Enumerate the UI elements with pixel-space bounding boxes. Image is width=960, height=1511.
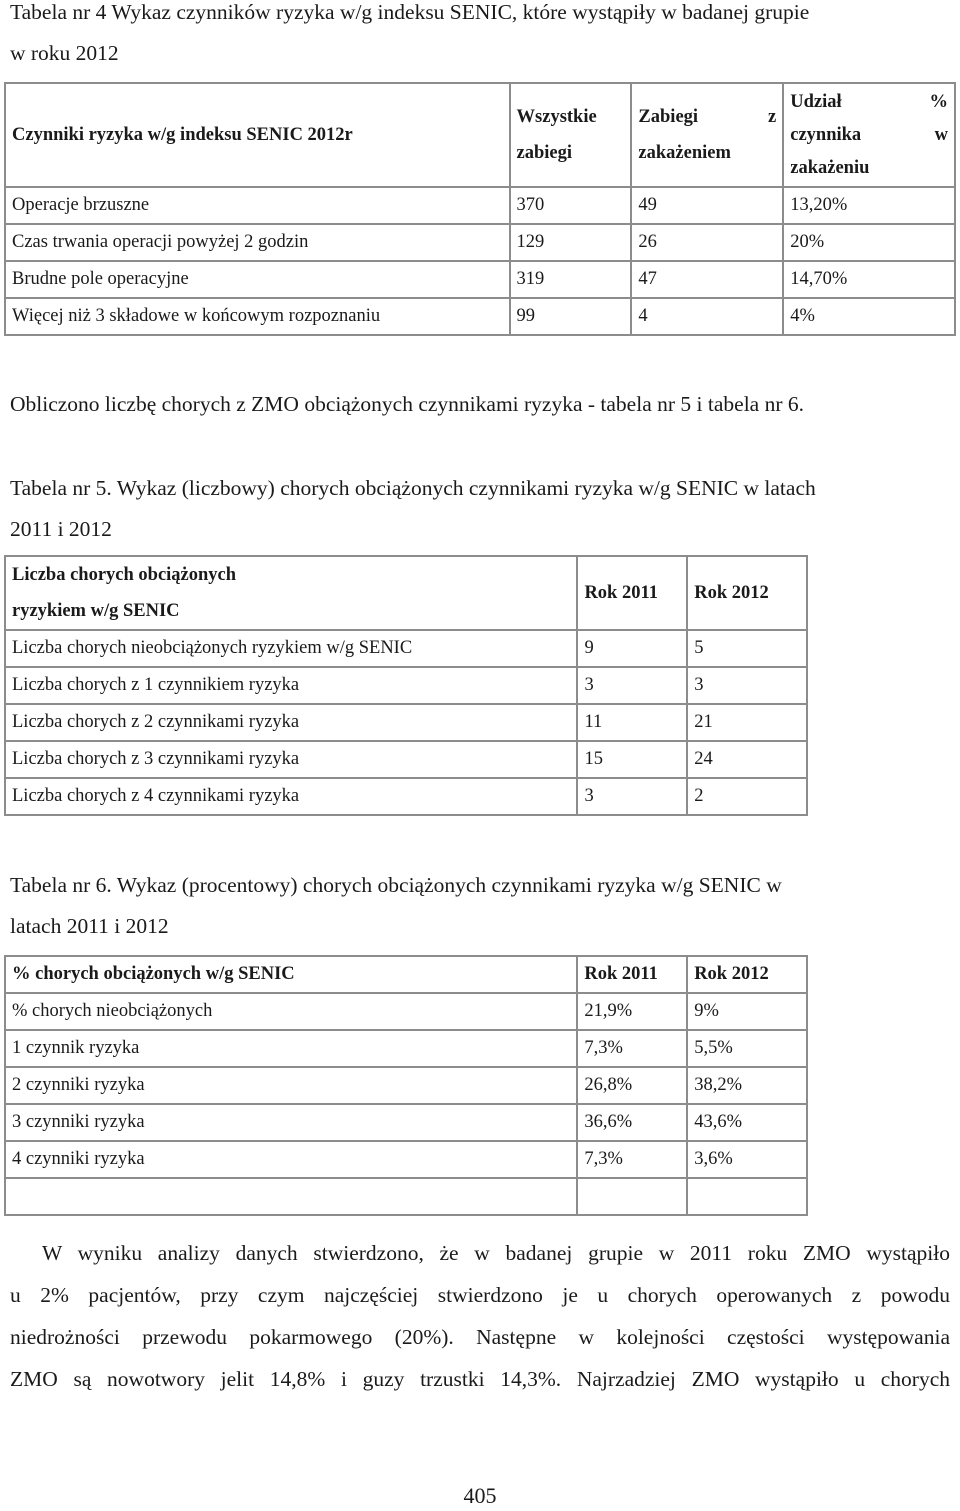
table-cell: 21,9% [577,993,687,1030]
table-cell: 129 [510,224,632,261]
caption-line: Tabela nr 4 Wykaz czynników ryzyka w/g indeksu SENIC, które wystąpiły w badanej grupie [10,0,810,24]
header-line [790,120,948,150]
table-cell: Liczba chorych z 1 czynnikiem ryzyka [5,667,577,704]
table-cell: 4% [783,298,955,335]
header-cell [5,556,577,630]
table-cell [687,1178,807,1215]
table-cell: 4 [631,298,783,335]
table-cell: 5,5% [687,1030,807,1067]
table-row [5,741,807,778]
caption-line: 2011 i 2012 [10,517,112,541]
table-cell: 7,3% [577,1141,687,1178]
table-cell: 11 [577,704,687,741]
table-cell: 21 [687,704,807,741]
header-cell: % chorych obciążonych w/g SENIC [5,956,577,993]
body-paragraph [10,1232,950,1400]
header-word: Zabiegi [638,107,699,127]
table-row [5,187,955,224]
table-cell: Brudne pole operacyjne [5,261,510,298]
table-cell: 26,8% [577,1067,687,1104]
header-line: zakażeniem [638,143,731,163]
table-cell: 26 [631,224,783,261]
table-6-caption [10,865,950,947]
table-5 [4,555,808,816]
table-cell: 15 [577,741,687,778]
header-word: Udział [790,92,842,112]
table-cell: 38,2% [687,1067,807,1104]
table-row [5,993,807,1030]
table-row [5,224,955,261]
table-cell: Liczba chorych z 4 czynnikami ryzyka [5,778,577,815]
table-cell: Więcej niż 3 składowe w końcowym rozpoznaniu [5,298,510,335]
table-cell: 319 [510,261,632,298]
header-line: zakażeniu [790,158,870,178]
table-cell: 5 [687,630,807,667]
table-cell: 9 [577,630,687,667]
paragraph-line: niedrożności przewodu pokarmowego (20%). Następne w kolejności częstości występowania [10,1325,950,1349]
header-cell: Rok 2012 [687,556,807,630]
table-cell: 9% [687,993,807,1030]
caption-line: Tabela nr 6. Wykaz (procentowy) chorych obciążonych czynnikami ryzyka w/g SENIC w [10,873,782,897]
table-cell: 1 czynnik ryzyka [5,1030,577,1067]
table-row [5,704,807,741]
table-cell: 24 [687,741,807,778]
caption-line: latach 2011 i 2012 [10,914,169,938]
table-cell: 2 [687,778,807,815]
table-cell: 47 [631,261,783,298]
table-cell: 49 [631,187,783,224]
table-cell: 3 czynniki ryzyka [5,1104,577,1141]
table-header-row [5,83,955,187]
table-cell: 3 [577,667,687,704]
header-cell [783,83,955,187]
caption-line: Tabela nr 5. Wykaz (liczbowy) chorych obciążonych czynnikami ryzyka w/g SENIC w latach [10,476,816,500]
paragraph-line: W wyniku analizy danych stwierdzono, że w badanej grupie w 2011 roku ZMO wystąpiło [42,1241,950,1265]
table-cell: 3 [687,667,807,704]
table-row [5,261,955,298]
table-cell: 43,6% [687,1104,807,1141]
paragraph-line: ZMO są nowotwory jelit 14,8% i guzy trzustki 14,3%. Najrzadziej ZMO wystąpiło u chorych [10,1367,950,1391]
header-cell [631,83,783,187]
table-cell: Czas trwania operacji powyżej 2 godzin [5,224,510,261]
table-cell: 99 [510,298,632,335]
note-text: Obliczono liczbę chorych z ZMO obciążonych czynnikami ryzyka - tabela nr 5 i tabela nr 6. [10,392,804,416]
table-row [5,1067,807,1104]
table-cell: 36,6% [577,1104,687,1141]
header-line: Wszystkie [516,107,597,127]
table-header-row [5,956,807,993]
table-cell: Liczba chorych nieobciążonych ryzykiem w/g SENIC [5,630,577,667]
header-word: w [934,125,948,145]
note-text-block [10,384,950,425]
table-cell: 2 czynniki ryzyka [5,1067,577,1104]
paragraph-line: u 2% pacjentów, przy czym najczęściej stwierdzono je u chorych operowanych z powodu [10,1283,950,1307]
table-cell: 7,3% [577,1030,687,1067]
header-word: z [768,107,777,127]
header-line: ryzykiem w/g SENIC [12,601,180,621]
table-row [5,1141,807,1178]
table-5-caption [10,468,950,550]
table-cell: 13,20% [783,187,955,224]
table-cell: 4 czynniki ryzyka [5,1141,577,1178]
table-cell [577,1178,687,1215]
table-cell: 14,70% [783,261,955,298]
header-cell: Rok 2011 [577,956,687,993]
table-4 [4,82,956,336]
page-number: 405 [463,1483,497,1508]
table-row [5,630,807,667]
table-4-caption [10,0,950,74]
header-line: zabiegi [516,143,573,163]
header-cell: Rok 2011 [577,556,687,630]
table-cell: Liczba chorych z 3 czynnikami ryzyka [5,741,577,778]
header-line [790,84,948,120]
header-cell: Czynniki ryzyka w/g indeksu SENIC 2012r [5,83,510,187]
table-row [5,778,807,815]
table-cell: 370 [510,187,632,224]
table-cell: 20% [783,224,955,261]
table-cell: Operacje brzuszne [5,187,510,224]
table-row [5,1030,807,1067]
header-line: Liczba chorych obciążonych [12,565,237,585]
caption-line: w roku 2012 [10,41,119,65]
table-row [5,1104,807,1141]
header-cell [510,83,632,187]
table-row [5,1178,807,1215]
table-cell: 3 [577,778,687,815]
header-line [638,99,776,135]
table-row [5,667,807,704]
table-cell: % chorych nieobciążonych [5,993,577,1030]
header-cell: Rok 2012 [687,956,807,993]
table-6 [4,955,808,1216]
header-word: % [929,92,948,112]
table-cell: 3,6% [687,1141,807,1178]
table-header-row [5,556,807,630]
table-row [5,298,955,335]
table-cell: Liczba chorych z 2 czynnikami ryzyka [5,704,577,741]
header-word: czynnika [790,125,862,145]
table-cell [5,1178,577,1215]
